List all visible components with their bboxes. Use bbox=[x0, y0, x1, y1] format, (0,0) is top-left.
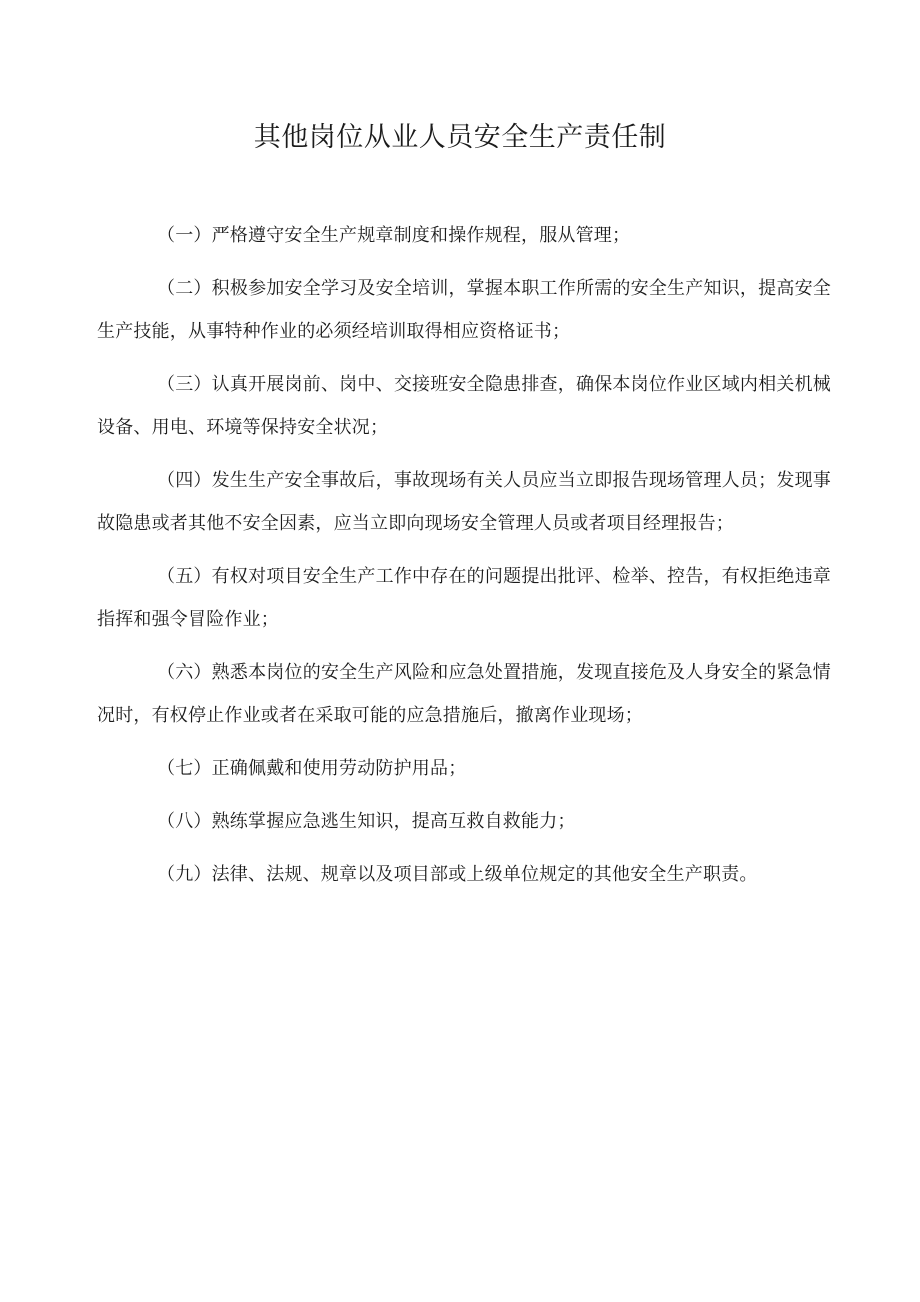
clause-item-5: （五）有权对项目安全生产工作中存在的问题提出批评、检举、控告，有权拒绝违章指挥和强令冒险作业； bbox=[97, 566, 831, 630]
clause-item-3: （三）认真开展岗前、岗中、交接班安全隐患排查，确保本岗位作业区域内相关机械设备、用电、环境等保持安全状况； bbox=[97, 374, 831, 438]
clause-item-1: （一）严格遵守安全生产规章制度和操作规程，服从管理； bbox=[157, 225, 631, 246]
clause-item-7: （七）正确佩戴和使用劳动防护用品； bbox=[157, 758, 467, 779]
clause-item-4: （四）发生生产安全事故后，事故现场有关人员应当立即报告现场管理人员；发现事故隐患或者其他不安全因素，应当立即向现场安全管理人员或者项目经理报告； bbox=[97, 470, 831, 534]
clause-item-6: （六）熟悉本岗位的安全生产风险和应急处置措施，发现直接危及人身安全的紧急情况时，有权停止作业或者在采取可能的应急措施后，撤离作业现场； bbox=[97, 662, 831, 726]
clause-item-2: （二）积极参加安全学习及安全培训，掌握本职工作所需的安全生产知识，提高安全生产技能，从事特种作业的必须经培训取得相应资格证书； bbox=[97, 278, 831, 342]
document-title: 其他岗位从业人员安全生产责任制 bbox=[253, 122, 667, 153]
clause-item-8: （八）熟练掌握应急逃生知识，提高互救自救能力； bbox=[157, 811, 576, 832]
clause-list bbox=[97, 214, 831, 906]
clause-item-9: （九）法律、法规、规章以及项目部或上级单位规定的其他安全生产职责。 bbox=[157, 864, 758, 885]
